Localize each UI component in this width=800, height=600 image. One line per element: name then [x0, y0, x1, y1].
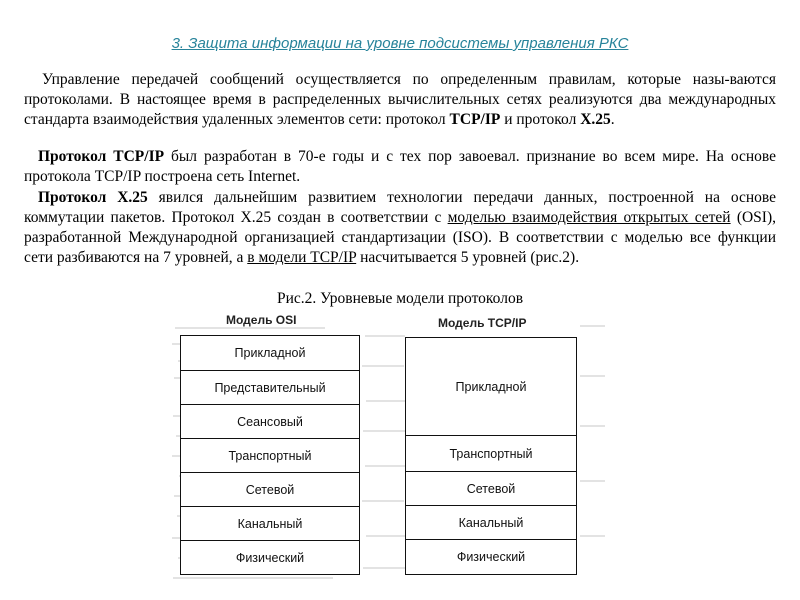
osi-layer-presentation: Представительный: [181, 370, 359, 404]
osi-model-title: Модель OSI: [226, 313, 297, 327]
scan-noise: [173, 577, 333, 579]
tcpip-layer-datalink: Канальный: [406, 505, 576, 539]
osi-layer-physical: Физический: [181, 540, 359, 574]
scan-noise: [580, 425, 605, 427]
scan-noise: [363, 567, 405, 569]
p3-text-b: (OSI), разработанной Международной организацией стандартизации (ISO). В соответствии с моделью все функции сети разбиваются на 7 уровней, а: [24, 209, 777, 266]
figure-caption: Рис.2. Уровневые модели протоколов: [276, 290, 524, 307]
scan-noise: [365, 465, 405, 467]
paragraph-protocols: [24, 70, 776, 130]
scan-noise: [362, 500, 404, 502]
p1-text-c: .: [610, 111, 615, 128]
scan-noise: [175, 327, 325, 329]
scan-noise: [362, 365, 404, 367]
p2-bold-title: Протокол TCP/IP: [38, 148, 165, 165]
tcpip-model-title: Модель TCP/IP: [438, 316, 527, 330]
osi-model-link[interactable]: моделью взаимодействия открытых сетей: [447, 209, 731, 226]
paragraph-x25: [24, 188, 776, 268]
osi-layer-datalink: Канальный: [181, 506, 359, 540]
tcpip-layer-physical: Физический: [406, 539, 576, 574]
tcpip-model-link[interactable]: в модели TCP/IP: [247, 249, 357, 266]
tcpip-layer-network: Сетевой: [406, 471, 576, 505]
osi-layer-session: Сеансовый: [181, 404, 359, 438]
scan-noise: [366, 400, 406, 402]
p1-text-b: и протокол: [500, 111, 581, 128]
p1-bold-x25: X.25: [580, 111, 611, 128]
scan-noise: [366, 535, 406, 537]
tcpip-model-stack: [405, 337, 577, 575]
osi-model-stack: [180, 335, 360, 575]
osi-layer-application: Прикладной: [234, 346, 306, 360]
p1-text-a: Управление передачей сообщений осуществляется по определенным правилам, которые назы-ваются протоколами. В настоящее время в распределенных вычислительных сетях реализуются два международных стандарта взаимодействия удаленных элементов сети: протокол: [24, 71, 776, 128]
paragraph-tcpip: [24, 147, 776, 187]
scan-noise: [580, 325, 605, 327]
slide-title: 3. Защита информации на уровне подсистемы управления РКС: [171, 35, 629, 52]
osi-layer-transport: Транспортный: [181, 438, 359, 472]
tcpip-layer-application: Прикладной: [455, 379, 527, 394]
scan-noise: [580, 535, 605, 537]
scan-noise: [580, 375, 605, 377]
p3-text-a: явился дальнейшим развитием технологии передачи данных, построенной на основе коммутации пакетов. Протокол X.25 создан в соответствии с: [24, 189, 776, 226]
scan-noise: [363, 430, 405, 432]
p3-text-c: насчитывается 5 уровней (рис.2).: [356, 249, 580, 266]
tcpip-layer-transport: Транспортный: [406, 435, 576, 471]
osi-layer-network: Сетевой: [181, 472, 359, 506]
protocol-models-figure: [170, 305, 610, 600]
p1-bold-tcpip: TCP/IP: [449, 111, 501, 128]
p2-text: был разработан в 70-е годы и с тех пор завоевал. признание во всем мире. На основе протокола TCP/IP построена сеть Internet.: [24, 148, 776, 185]
scan-noise: [580, 480, 605, 482]
p3-bold-title: Протокол X.25: [38, 189, 148, 206]
scan-noise: [365, 335, 405, 337]
